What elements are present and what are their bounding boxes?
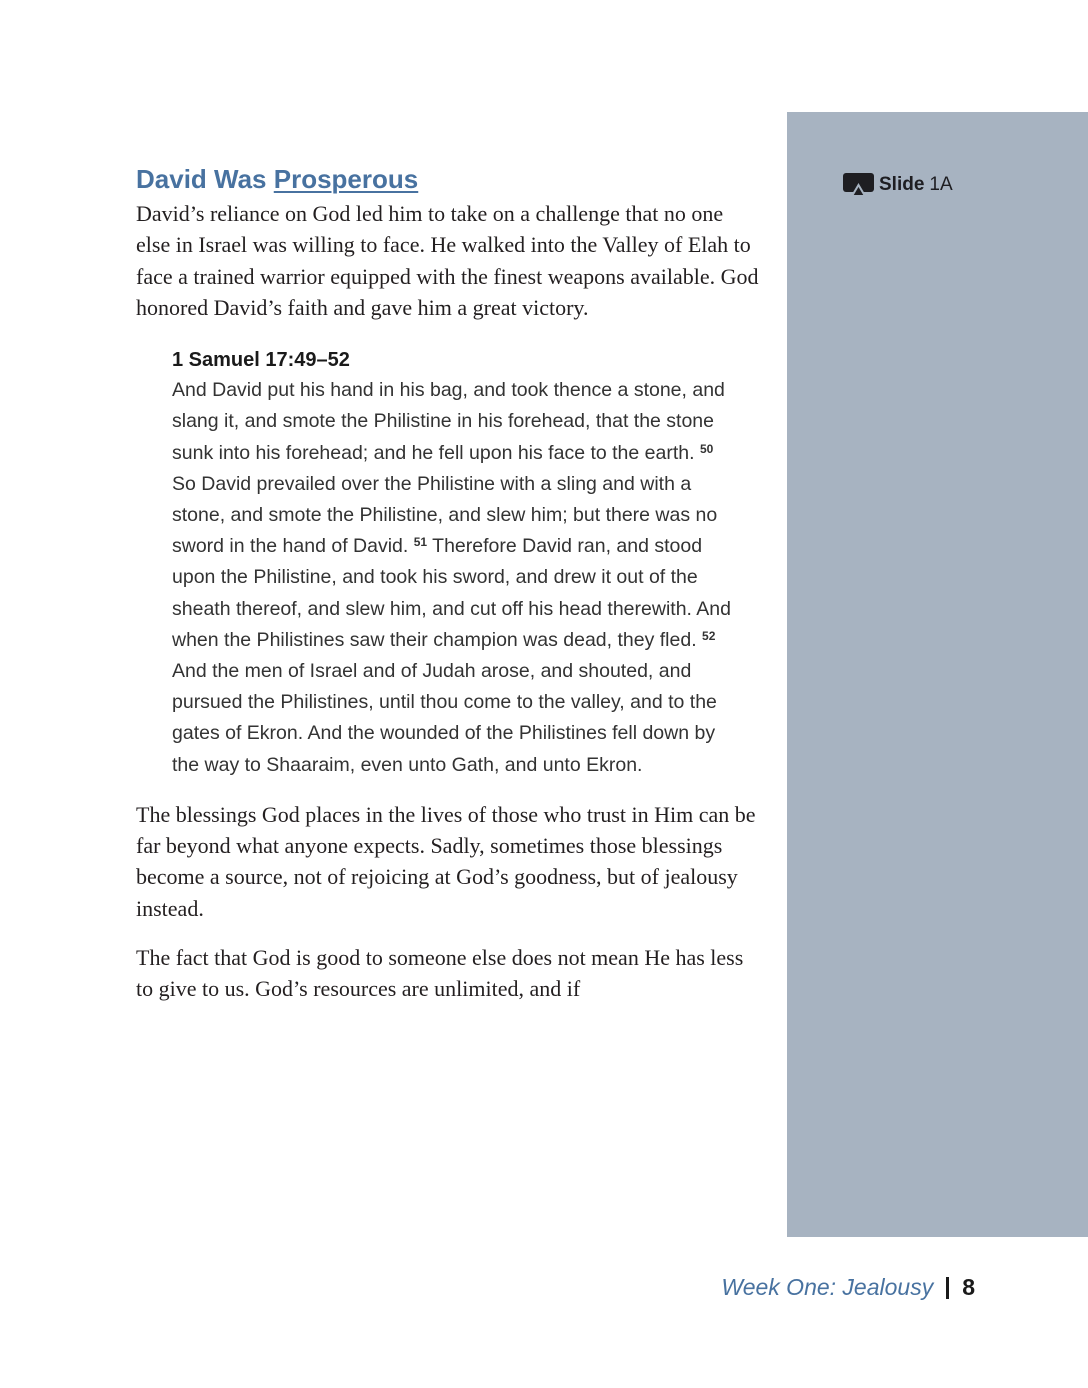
scripture-text — [172, 375, 732, 781]
verse-text: And David put his hand in his bag, and took thence a stone, and slang it, and smote the Philistine in his forehead, that the stone sunk into his forehead; and he fell upon his face to the earth. — [172, 379, 725, 464]
page-footer — [721, 1274, 975, 1301]
verse-text: Therefore David ran, and stood upon the Philistine, and took his sword, and drew it out of the sheath thereof, and slew him, and cut off his head therewith. And when the Philistines saw their champion was dead, they fled. — [172, 535, 731, 651]
slide-id: 1A — [929, 174, 953, 195]
scripture-reference: 1 Samuel 17:49–52 — [172, 349, 350, 372]
page-number: 8 — [962, 1274, 975, 1300]
verse-number: 52 — [702, 628, 716, 643]
footer-divider — [946, 1277, 949, 1299]
verse-text: And the men of Israel and of Judah arose, and shouted, and pursued the Philistines, until thou come to the valley, and to the gates of Ekron. And the wounded of the Philistines fell down by the way to Shaaraim, even unto Gath, and unto Ekron. — [172, 660, 717, 776]
main-content — [136, 160, 761, 1005]
verse-text: So David prevailed over the Philistine with a sling and with a stone, and smote the Philistine, and slew him; but there was no sword in the hand of David. — [172, 472, 718, 558]
body-paragraph: The fact that God is good to someone else does not mean He has less to give to us. God’s resources are unlimited, and if — [136, 945, 744, 1002]
footer-title: Week One: Jealousy — [721, 1274, 934, 1300]
verse-number: 51 — [413, 535, 428, 550]
verse-number: 50 — [699, 441, 714, 456]
body-paragraph: The blessings God places in the lives of those who trust in Him can be far beyond what anyone expects. Sadly, sometimes those blessings become a source, not of rejoicing at God’s goodness, but of jealousy instead. — [136, 801, 756, 921]
slide-label: Slide — [879, 174, 925, 195]
presentation-screen-icon — [843, 173, 874, 197]
intro-paragraph: David’s reliance on God led him to take on a challenge that no one else in Israel was willing to face. He walked into the Valley of Elah to face a trained warrior equipped with the finest weapons available. God honored David’s faith and gave him a great victory. — [136, 201, 759, 320]
sidebar-panel — [787, 112, 1088, 1237]
heading-underlined-word: Prosperous — [273, 164, 419, 194]
slide-tag — [843, 172, 953, 198]
scripture-block — [172, 345, 732, 781]
section-heading — [136, 160, 761, 198]
heading-prefix: David Was — [136, 164, 274, 194]
